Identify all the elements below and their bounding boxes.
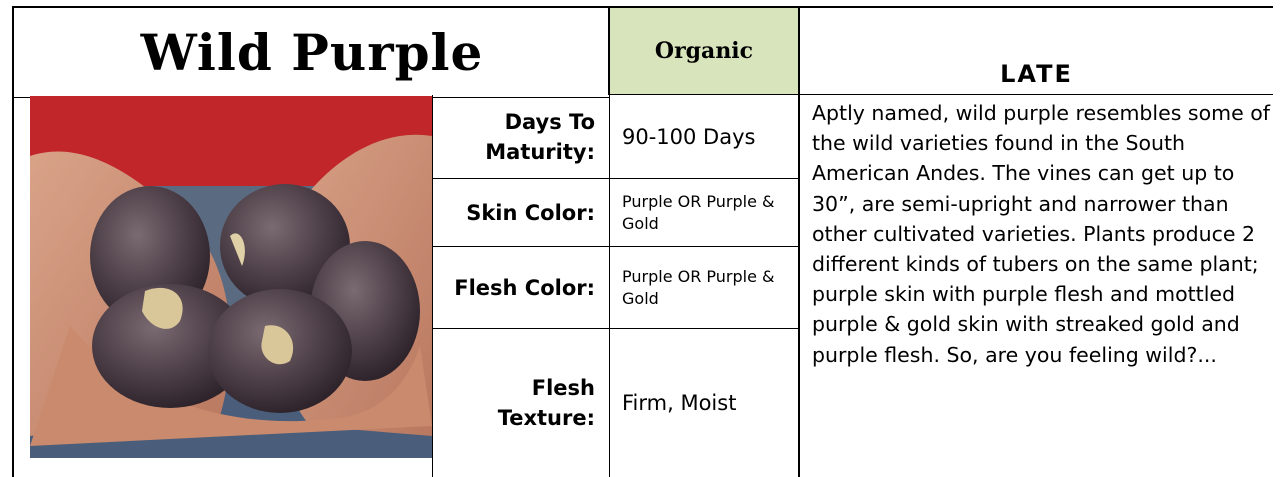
variety-title: Wild Purple bbox=[140, 23, 484, 82]
attribute-label: Days To Maturity: bbox=[485, 109, 595, 164]
attribute-value: Purple OR Purple & Gold bbox=[609, 179, 800, 246]
attribute-label: Skin Color: bbox=[466, 200, 595, 225]
potato-photo-illustration bbox=[30, 96, 432, 458]
season-label: LATE bbox=[1000, 60, 1073, 88]
attribute-label: Flesh Texture: bbox=[497, 376, 595, 430]
season-cell bbox=[800, 6, 1273, 95]
attribute-value: 90-100 Days bbox=[609, 95, 800, 178]
potato-photo bbox=[30, 96, 432, 458]
attribute-value: Purple OR Purple & Gold bbox=[609, 247, 800, 328]
attribute-row bbox=[432, 95, 800, 179]
organic-badge bbox=[608, 6, 800, 95]
left-border bbox=[12, 95, 14, 477]
title-cell bbox=[12, 6, 610, 98]
variety-description: Aptly named, wild purple resembles some of the wild varieties found in the South American Andes. The vines can get up to 30”, are semi-upright and narrower than other cultivated varieties. Plants produce 2 different kinds of tubers on the same plant; purple skin with purple flesh and mottled purple & gold skin with streaked gold and purple flesh. So, are you feeling wild?... bbox=[812, 101, 1271, 367]
organic-label: Organic bbox=[654, 38, 754, 64]
attribute-row bbox=[432, 247, 800, 329]
attribute-row bbox=[432, 329, 800, 477]
attribute-value: Firm, Moist bbox=[609, 329, 800, 477]
attribute-label: Flesh Color: bbox=[454, 275, 595, 300]
attribute-row bbox=[432, 179, 800, 247]
